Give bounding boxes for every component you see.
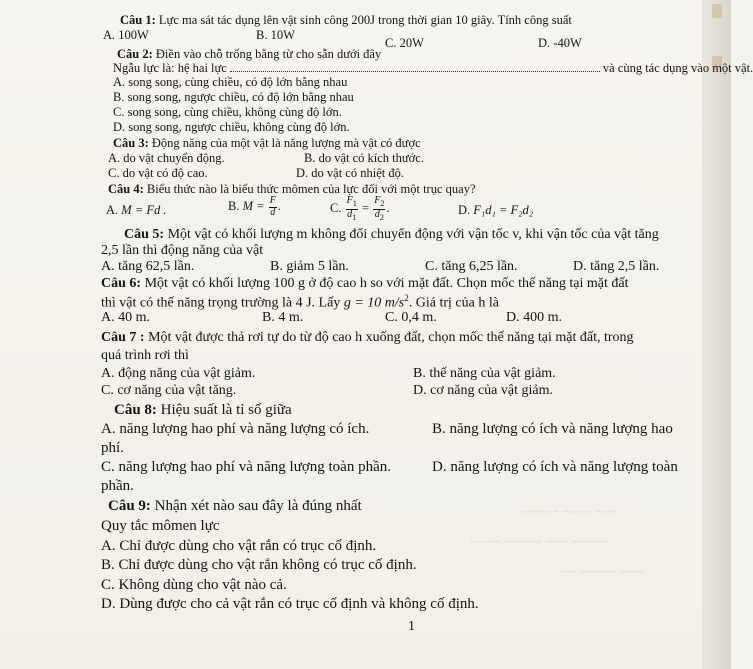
question-label: Câu 1: <box>120 13 156 27</box>
denominator: d <box>270 206 276 218</box>
option-c: C. Không dùng cho vật nào cả. <box>101 577 287 593</box>
question-label: Câu 3: <box>113 136 149 150</box>
subscript: 2 <box>380 199 385 208</box>
option-b: B. năng lượng có ích và năng lượng hao <box>432 421 673 437</box>
question-text-cont: thì vật có thế năng trọng trường là 4 J. Lấy <box>101 295 341 311</box>
option-letter: B. <box>228 198 240 213</box>
option-b: B. giảm 5 lần. <box>270 259 349 274</box>
question-6-cont <box>101 294 499 311</box>
option-a: A. năng lượng hao phí và năng lượng có ích. <box>101 421 370 437</box>
fraction <box>269 196 277 218</box>
option-a: A. động năng của vật giảm. <box>101 366 256 381</box>
formula: M = Fd . <box>121 203 167 217</box>
question-text-cont: quá trình rơi thì <box>101 348 189 363</box>
edge-mark <box>712 4 722 18</box>
denominator: d <box>374 208 380 220</box>
option-b <box>228 196 281 218</box>
question-label: Câu 5: <box>124 227 165 242</box>
question-text: Điền vào chỗ trống bằng từ cho sẵn dưới đây <box>155 47 382 61</box>
question-stem: Quy tắc mômen lực <box>101 518 220 534</box>
question-label: Câu 2: <box>117 47 153 61</box>
period: . <box>386 201 390 216</box>
option-a: A. do vật chuyển động. <box>108 151 225 165</box>
option-a: A. Chỉ được dùng cho vật rắn có trục cố định. <box>101 538 377 554</box>
question-4 <box>108 183 476 196</box>
question-text: Lực ma sát tác dụng lên vật sinh công 200J trong thời gian 10 giây. Tính công suất <box>158 13 572 27</box>
question-9 <box>108 499 362 514</box>
option-b-cont: phí. <box>101 440 124 456</box>
question-text: Một vật có khối lượng 100 g ở độ cao h so với mặt đất. Chọn mốc thế năng tại mặt đất <box>144 276 629 291</box>
numerator: F <box>346 195 353 206</box>
fraction <box>373 196 385 222</box>
stem-start: Ngẫu lực là: hệ hai lực <box>113 61 227 75</box>
stem-end: và cùng tác dụng vào một vật. <box>602 61 753 75</box>
option-letter: C. <box>330 201 342 216</box>
option-c: C. năng lượng hao phí và năng lượng toàn phần. <box>101 459 391 475</box>
denominator: d <box>347 208 353 220</box>
option-c: C. 20W <box>385 36 424 50</box>
question-5 <box>124 228 659 242</box>
formula: F₁d₁ = F₂d₂ <box>473 203 534 217</box>
question-text: Một vật được thả rơi tự do từ độ cao h xuống đất, chọn mốc thế năng tại mặt đất, trong <box>148 330 634 345</box>
fraction <box>346 196 358 222</box>
question-2 <box>117 48 381 61</box>
option-d: D. Dùng được cho cả vật rắn có trục cố định và không cố định. <box>101 596 479 612</box>
fill-blank <box>230 61 600 72</box>
option-d: D. do vật có nhiệt độ. <box>296 166 404 180</box>
numerator: F <box>269 195 276 206</box>
question-8 <box>114 403 292 418</box>
option-b: B. Chỉ được dùng cho vật rắn không có trục cố định. <box>101 557 417 573</box>
option-a: A. tăng 62,5 lần. <box>101 259 195 274</box>
question-label: Câu 4: <box>108 182 144 196</box>
paper-edge <box>702 0 731 669</box>
option-d: D. cơ năng của vật giảm. <box>413 383 553 398</box>
option-d: D. song song, ngược chiều, không cùng độ lớn. <box>113 120 350 134</box>
question-text-cont: 2,5 lần thì động năng của vật <box>101 243 264 258</box>
question-6 <box>101 277 629 291</box>
bleed-through: ~~~~~ ~~~ ~~~~~ ~~~~ <box>470 535 610 550</box>
option-c: C. do vật có độ cao. <box>108 166 208 180</box>
question-7 <box>101 331 634 345</box>
equals: = <box>362 201 370 216</box>
option-b: B. thế năng của vật giảm. <box>413 366 556 381</box>
question-2-stem <box>113 61 753 75</box>
question-text: Nhận xét nào sau đây là đúng nhất <box>154 498 362 514</box>
option-b: B. 4 m. <box>262 310 304 325</box>
option-c: C. song song, cùng chiều, không cùng độ lớn. <box>113 105 342 119</box>
period: . <box>277 198 281 213</box>
question-1 <box>120 14 572 27</box>
question-label: Câu 6: <box>101 276 142 291</box>
option-a: A. 40 m. <box>101 310 150 325</box>
question-label: Câu 8: <box>114 402 157 418</box>
question-text-cont: . Giá trị của h là <box>408 295 499 311</box>
question-text: Hiệu suất là tỉ số giữa <box>160 402 292 418</box>
option-d: D. tăng 2,5 lần. <box>573 259 660 274</box>
bleed-through: ~~~ ~~~~ ~~~~~ <box>520 505 618 520</box>
question-label: Câu 7 : <box>101 330 145 345</box>
option-d: D. năng lượng có ích và năng lượng toàn <box>432 459 678 475</box>
option-c: C. 0,4 m. <box>385 310 437 325</box>
bleed-through: ~~~ ~~~~~ ~~ <box>560 565 643 580</box>
formula: g = 10 m/s <box>343 295 405 311</box>
option-c: C. cơ năng của vật tăng. <box>101 383 237 398</box>
numerator: F <box>374 195 381 206</box>
question-text: Động năng của một vật là năng lượng mà vật có được <box>151 136 421 150</box>
option-b: B. do vật có kích thước. <box>304 151 424 165</box>
option-a: A. 100W <box>103 28 149 42</box>
question-text: Biểu thức nào là biểu thức mômen của lực đối với một trục quay? <box>146 182 476 196</box>
formula: M = <box>242 198 265 213</box>
option-letter: D. <box>458 203 471 217</box>
question-3 <box>113 137 421 150</box>
superscript: 2 <box>404 293 409 303</box>
option-b: B. song song, ngược chiều, có độ lớn bằng nhau <box>113 90 354 104</box>
option-letter: A. <box>106 203 119 217</box>
option-c: C. tăng 6,25 lần. <box>425 259 518 274</box>
subscript: 1 <box>352 212 357 222</box>
question-label: Câu 9: <box>108 498 151 514</box>
subscript: 1 <box>352 199 357 208</box>
option-d: D. 400 m. <box>506 310 562 325</box>
option-d: D. -40W <box>538 36 582 50</box>
subscript: 2 <box>379 212 384 222</box>
question-text: Một vật có khối lượng m không đổi chuyển động với vận tốc v, khi vận tốc của vật tăng <box>167 227 659 242</box>
option-b: B. 10W <box>256 28 295 42</box>
option-a: A. song song, cùng chiều, có độ lớn bằng nhau <box>113 75 348 89</box>
page-number: 1 <box>408 619 415 634</box>
option-c <box>330 196 390 222</box>
option-d <box>458 204 533 217</box>
option-a <box>106 204 167 217</box>
option-d-cont: phần. <box>101 478 134 494</box>
